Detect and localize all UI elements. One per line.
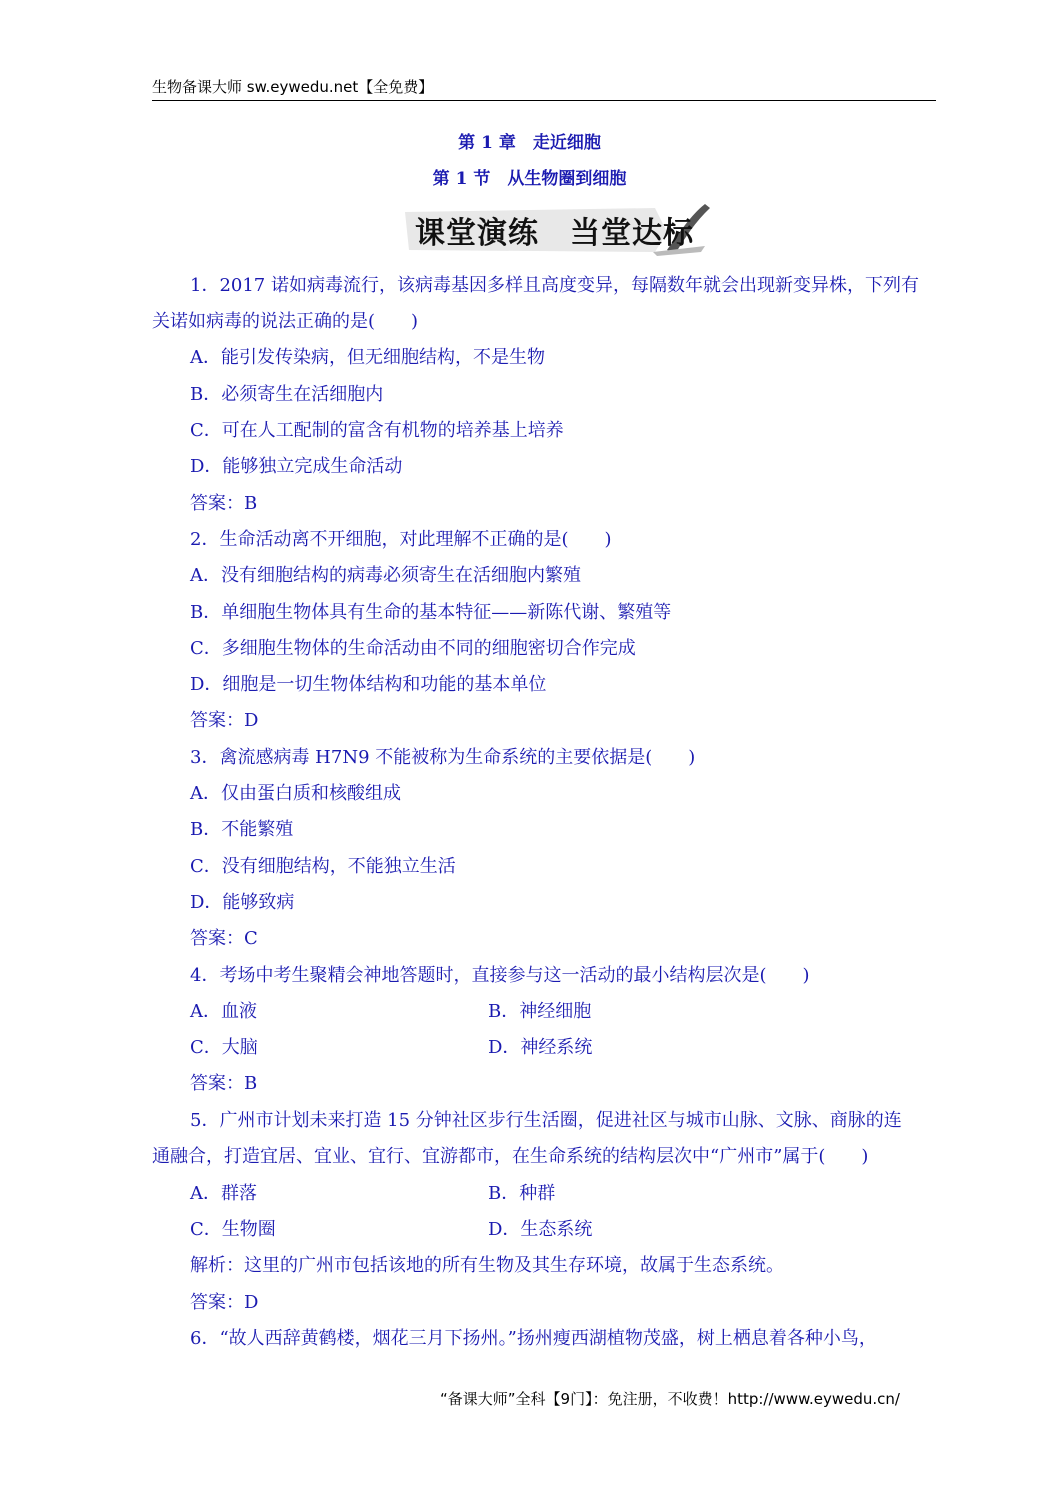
header-text: 生物备课大师 sw.eywedu.net【全免费】 <box>152 78 434 96</box>
q3-option-d: D．能够致病 <box>190 892 295 913</box>
q3-option-b: B．不能繁殖 <box>190 819 294 840</box>
banner-text: 课堂演练 当堂达标 <box>415 216 694 251</box>
q1-stem-line2: 关诺如病毒的说法正确的是( ) <box>152 311 419 332</box>
q5-answer: 答案：D <box>190 1292 259 1313</box>
q1-option-c: C．可在人工配制的富含有机物的培养基上培养 <box>190 420 564 441</box>
q3-answer: 答案：C <box>190 928 258 949</box>
q1-answer: 答案：B <box>190 493 258 514</box>
chapter-title: 第 1 章 走近细胞 <box>458 133 601 153</box>
q5-option-a: A．群落 <box>190 1183 257 1204</box>
page-header <box>152 76 936 101</box>
q5-option-d: D．生态系统 <box>488 1219 593 1240</box>
q4-stem: 4．考场中考生聚精会神地答题时，直接参与这一活动的最小结构层次是( ) <box>190 965 810 986</box>
page-footer: “备课大师”全科【9门】：免注册，不收费！http://www.eywedu.cn/ <box>440 1390 900 1408</box>
q2-option-c: C．多细胞生物体的生命活动由不同的细胞密切合作完成 <box>190 638 636 659</box>
q1-option-d: D．能够独立完成生命活动 <box>190 456 403 477</box>
q2-option-b: B．单细胞生物体具有生命的基本特征——新陈代谢、繁殖等 <box>190 602 672 623</box>
q2-option-d: D．细胞是一切生物体结构和功能的基本单位 <box>190 674 547 695</box>
q5-explanation: 解析：这里的广州市包括该地的所有生物及其生存环境，故属于生态系统。 <box>190 1255 784 1276</box>
q5-stem-line1: 5．广州市计划未来打造 15 分钟社区步行生活圈，促进社区与城市山脉、文脉、商脉的连 <box>190 1110 902 1131</box>
q3-option-a: A．仅由蛋白质和核酸组成 <box>190 783 401 804</box>
q1-option-a: A．能引发传染病，但无细胞结构，不是生物 <box>190 347 545 368</box>
q2-answer: 答案：D <box>190 710 259 731</box>
q1-option-b: B．必须寄生在活细胞内 <box>190 384 384 405</box>
q4-option-d: D．神经系统 <box>488 1037 593 1058</box>
q1-stem-line1: 1．2017 诺如病毒流行，该病毒基因多样且高度变异，每隔数年就会出现新变异株，下列有 <box>190 275 919 296</box>
q5-option-c: C．生物圈 <box>190 1219 276 1240</box>
q4-answer: 答案：B <box>190 1073 258 1094</box>
section-title: 第 1 节 从生物圈到细胞 <box>432 169 627 189</box>
q4-option-a: A．血液 <box>190 1001 257 1022</box>
q6-stem-line1: 6．“故人西辞黄鹤楼，烟花三月下扬州。”扬州瘦西湖植物茂盛，树上栖息着各种小鸟， <box>190 1328 877 1349</box>
q4-option-b: B．神经细胞 <box>488 1001 592 1022</box>
q2-stem: 2．生命活动离不开细胞，对此理解不正确的是( ) <box>190 529 612 550</box>
q3-option-c: C．没有细胞结构，不能独立生活 <box>190 856 456 877</box>
section-banner <box>405 202 715 258</box>
q5-stem-line2: 通融合，打造宜居、宜业、宜行、宜游都市，在生命系统的结构层次中“广州市”属于( ) <box>152 1146 869 1167</box>
q4-option-c: C．大脑 <box>190 1037 258 1058</box>
q2-option-a: A．没有细胞结构的病毒必须寄生在活细胞内繁殖 <box>190 565 581 586</box>
q5-option-b: B．种群 <box>488 1183 556 1204</box>
q3-stem: 3．禽流感病毒 H7N9 不能被称为生命系统的主要依据是( ) <box>190 747 696 768</box>
